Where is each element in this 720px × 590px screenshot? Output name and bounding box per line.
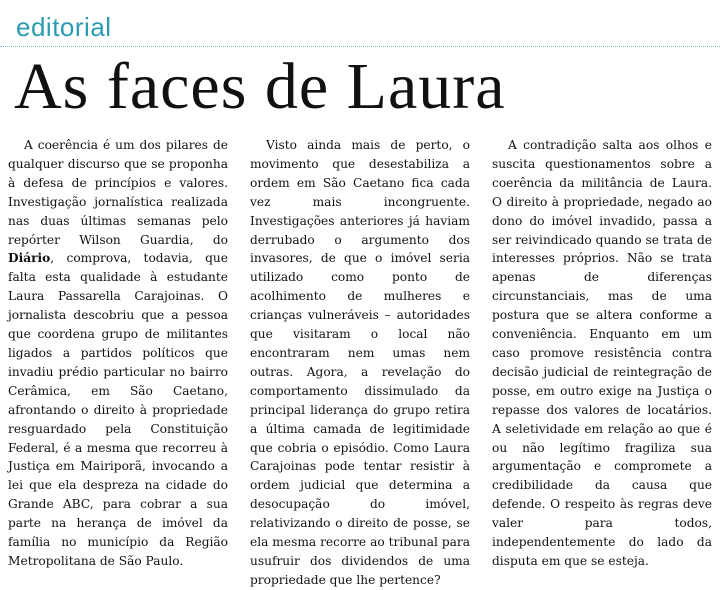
paragraph-3: A contradição salta aos olhos e suscita questionamentos sobre a coerência da militância de Laura. O direito à propriedade, negado ao dono do imóvel invadido, passa a ser reivindicado quando se trata de interesses próprios. Não se trata apenas de diferenças circunstanciais, mas de uma postura que se altera conforme a conveniência. Enquanto em um caso promove resistência contra decisão judicial de reintegração de posse, em outro exige na Justiça o repasse dos valores de locatários. A seletividade em relação ao que é ou não legítimo fragiliza sua argumentação e compromete a credibilidade da causa que defende. O respeito às regras deve valer para todos, independentemente do lado da disputa em que se esteja. (492, 138, 712, 568)
column-1 (8, 136, 228, 590)
section-divider (0, 46, 720, 47)
section-label: editorial (16, 12, 112, 42)
column-2 (250, 136, 470, 590)
article-body (8, 136, 712, 590)
headline: As faces de Laura (14, 50, 506, 123)
paragraph-1-start: A coerência é um dos pilares de qualquer discurso que se proponha à defesa de princípios e valores. Investigação jornalística realizada nas duas últimas semanas pelo repórter Wilson Guardia, do (8, 138, 228, 247)
newspaper-name: Diário (8, 251, 51, 266)
paragraph-1 (8, 136, 228, 571)
paragraph-2: Visto ainda mais de perto, o movimento que desestabiliza a ordem em São Caetano fica cada vez mais incongruente. Investigações anteriores já haviam derrubado o argumento dos invasores, de que o imóvel seria utilizado como ponto de acolhimento de mulheres e crianças vulneráveis – autoridades que visitaram o local não encontraram nem umas nem outras. Agora, a revelação do comportamento dissimulado da principal liderança do grupo retira a última camada de legitimidade que cobria o episódio. Como Laura Carajoinas pode tentar resistir à ordem judicial que determina a desocupação do imóvel, relativizando o direito de posse, se ela mesma recorre ao tribunal para usufruir dos dividendos de uma propriedade que lhe pertence? (250, 138, 470, 587)
column-3 (492, 136, 712, 590)
paragraph-1-end: , comprova, todavia, que falta esta qualidade à estudante Laura Passarella Carajoinas. O jornalista descobriu que a pessoa que coordena grupo de militantes ligados a partidos políticos que invadiu prédio particular no bairro Cerâmica, em São Caetano, afrontando o direito à propriedade resguardado pela Constituição Federal, é a mesma que recorreu à Justiça em Mairiporã, invocando a lei que ela despreza na cidade do Grande ABC, para cobrar a sua parte na herança de imóvel da família no município da Região Metropolitana de São Paulo. (8, 251, 228, 568)
